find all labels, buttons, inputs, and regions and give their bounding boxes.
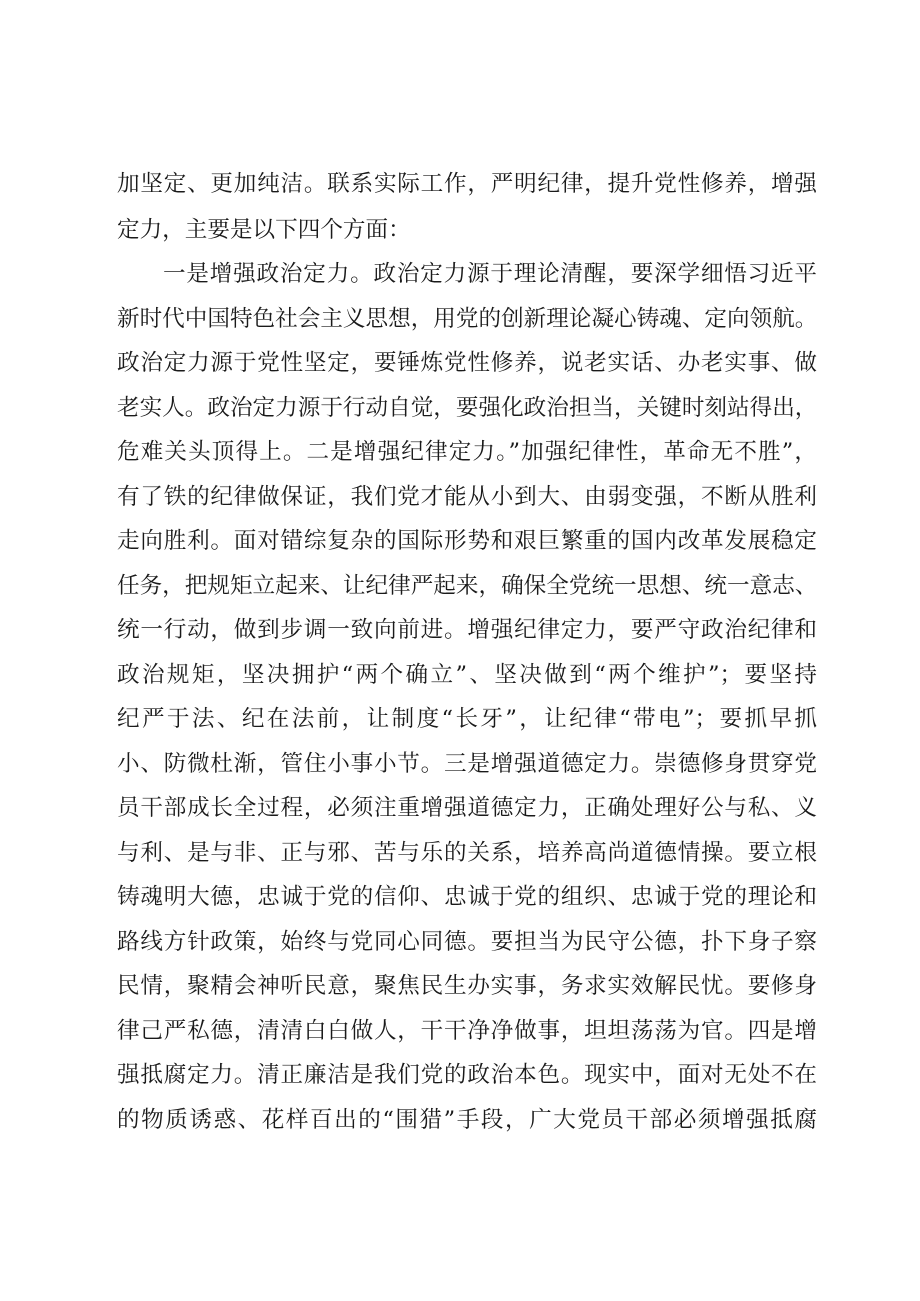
text-line-11: 统一行动，做到步调一致向前进。增强纪律定力，要严守政治纪律和 — [117, 617, 817, 643]
text-line-9: 走向胜利。面对错综复杂的国际形势和艰巨繁重的国内改革发展稳定 — [117, 528, 817, 554]
text-line-3: 一是增强政治定力。政治定力源于理论清醒，要深学细悟习近平 — [163, 261, 817, 287]
text-line-5: 政治定力源于党性坚定，要锤炼党性修养，说老实话、办老实事、做 — [117, 350, 817, 376]
text-line-10: 任务，把规矩立起来、让纪律严起来，确保全党统一思想、统一意志、 — [117, 573, 818, 599]
text-line-7: 危难关头顶得上。二是增强纪律定力。”加强纪律性，革命无不胜”， — [117, 439, 817, 465]
text-line-17: 铸魂明大德，忠诚于党的信仰、忠诚于党的组织、忠诚于党的理论和 — [117, 884, 817, 910]
text-line-18: 路线方针政策，始终与党同心同德。要担当为民守公德，扑下身子察 — [117, 929, 817, 955]
text-line-2: 定力，主要是以下四个方面： — [117, 217, 411, 243]
text-line-21: 强抵腐定力。清正廉洁是我们党的政治本色。现实中，面对无处不在 — [117, 1062, 817, 1088]
text-line-19: 民情，聚精会神听民意，聚焦民生办实事，务求实效解民忧。要修身 — [117, 973, 817, 999]
text-line-14: 小、防微杜渐，管住小事小节。三是增强道德定力。崇德修身贯穿党 — [117, 751, 817, 777]
text-line-20: 律己严私德，清清白白做人，干干净净做事，坦坦荡荡为官。四是增 — [117, 1018, 817, 1044]
text-line-1: 加坚定、更加纯洁。联系实际工作，严明纪律，提升党性修养，增强 — [117, 171, 817, 197]
text-line-16: 与利、是与非、正与邪、苦与乐的关系，培养高尚道德情操。要立根 — [117, 840, 817, 866]
text-line-13: 纪严于法、纪在法前，让制度“长牙”，让纪律“带电”；要抓早抓 — [117, 706, 817, 732]
text-line-4: 新时代中国特色社会主义思想，用党的创新理论凝心铸魂、定向领航。 — [117, 306, 818, 332]
text-line-12: 政治规矩，坚决拥护“两个确立”、坚决做到“两个维护”；要坚持 — [117, 662, 817, 688]
text-line-6: 老实人。政治定力源于行动自觉，要强化政治担当，关键时刻站得出， — [117, 395, 818, 421]
text-line-15: 员干部成长全过程，必须注重增强道德定力，正确处理好公与私、义 — [117, 795, 817, 821]
text-line-22: 的物质诱惑、花样百出的“围猎”手段，广大党员干部必须增强抵腐 — [117, 1107, 817, 1133]
text-line-8: 有了铁的纪律做保证，我们党才能从小到大、由弱变强，不断从胜利 — [117, 484, 817, 510]
